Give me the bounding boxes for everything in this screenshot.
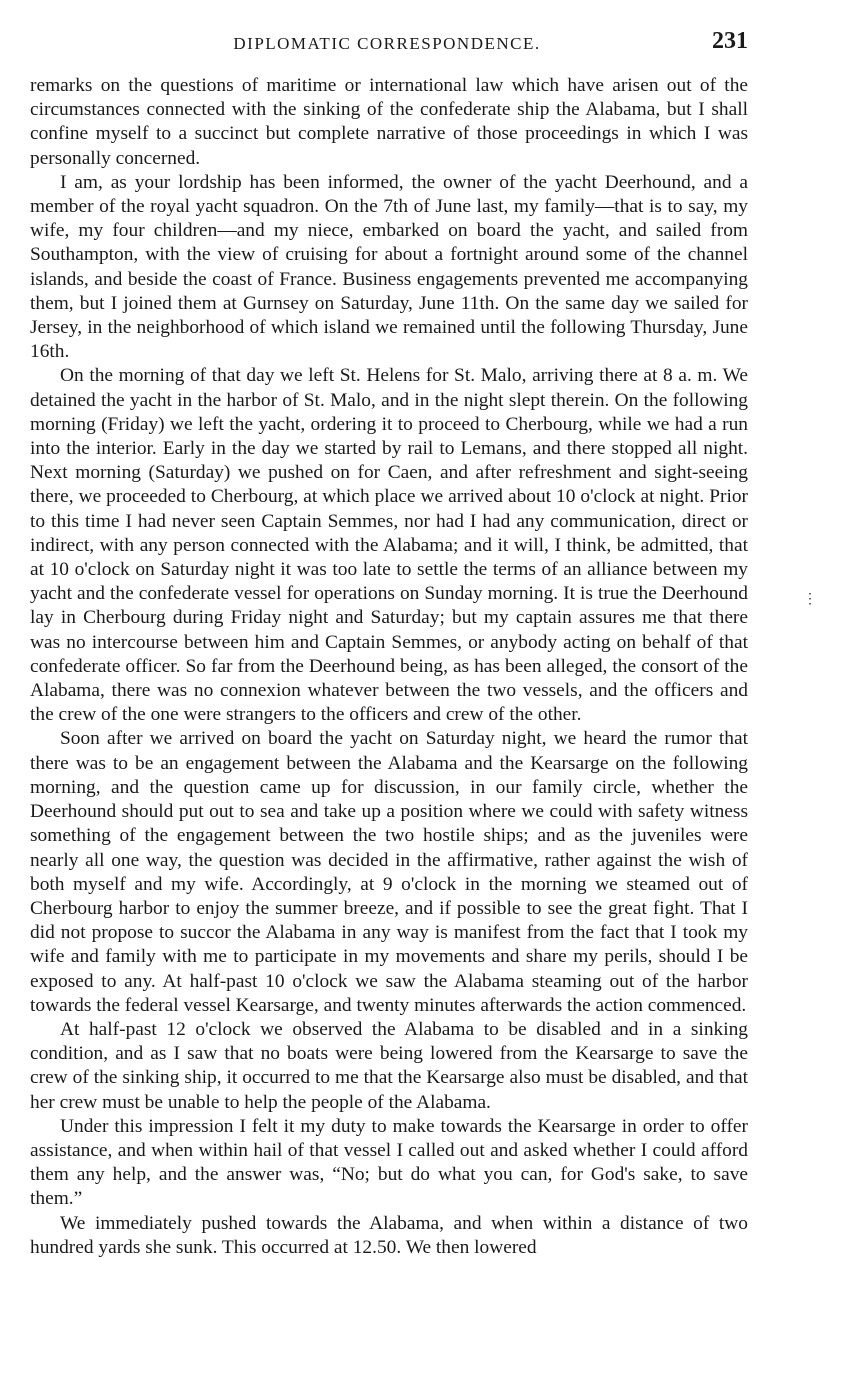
paragraph-continued: remarks on the questions of maritime or international law which have arisen out of the circumstances connected with the sinking of the confederate ship the Alabama, but I shall confine myself to a succinct but complete narrative of those proceedings in which I was personally concerned.: [30, 75, 748, 169]
paragraph: Soon after we arrived on board the yacht on Saturday night, we heard the rumor that there was to be an engagement between the Alabama and the Kearsarge on the following morning, and the question came up for discussion, in our family circle, whether the Deerhound should put out to sea and take up a position where we could with safety witness something of the engagement between the two hostile ships; and as the juveniles were nearly all one way, the question was decided in the affirmative, rather against the wish of both myself and my wife. Accordingly, at 9 o'clock in the morning we steamed out of Cherbourg harbor to enjoy the summer breeze, and if possible to see the great fight. That I did not propose to succor the Alabama in any way is manifest from the fact that I took my wife and family with me to participate in my movements and share my perils, should I be exposed to any. At half-past 10 o'clock we saw the Alabama steaming out of the harbor towards the federal vessel Kearsarge, and twenty minutes afterwards the action commenced.: [30, 728, 748, 1016]
paragraph: I am, as your lordship has been informed, the owner of the yacht Deerhound, and a member of the royal yacht squadron. On the 7th of June last, my family—that is to say, my wife, my four children—and my niece, embarked on board the yacht, and sailed from Southampton, with the view of cruising for about a fortnight around some of the channel islands, and beside the coast of France. Business engagements prevented me accompanying them, but I joined them at Gurnsey on Saturday, June 11th. On the same day we sailed for Jersey, in the neighborhood of which island we remained until the following Thursday, June 16th.: [30, 171, 748, 363]
paragraph: On the morning of that day we left St. Helens for St. Malo, arriving there at 8 a. m. We detained the yacht in the harbor of St. Malo, and in the night slept therein. On the following morning (Friday) we left the yacht, ordering it to proceed to Cherbourg, while we had a run into the interior. Early in the day we started by rail to Lemans, and there stopped all night. Next morning (Saturday) we pushed on for Caen, and after refreshment and sight-seeing there, we proceeded to Cherbourg, at which place we arrived about 10 o'clock at night. Prior to this time I had never seen Captain Semmes, nor had I had any communication, direct or indirect, with any person connected with the Alabama; and it will, I think, be admitted, that at 10 o'clock on Saturday night it was too late to settle the terms of an alliance between my yacht and the confederate vessel for operations on Sunday morning. It is true the Deerhound lay in Cherbourg during Friday night and Saturday; but my captain assures me that there was no intercourse between him and Captain Semmes, or anybody acting on behalf of that confederate officer. So far from the Deerhound being, as has been alleged, the consort of the Alabama, there was no connexion whatever between the two vessels, and the officers and the crew of the one were strangers to the officers and crew of the other.: [30, 365, 748, 726]
paragraph: Under this impression I felt it my duty to make towards the Kearsarge in order to offer assistance, and when within hail of that vessel I called out and asked whether I could afford them any help, and the answer was, “No; but do what you can, for God's sake, to save them.”: [30, 1115, 748, 1210]
page-header: [32, 28, 748, 58]
page-number: 231: [712, 28, 748, 54]
margin-speck: ⋮: [803, 592, 817, 607]
paragraph: We immediately pushed towards the Alabama, and when within a distance of two hundred yards she sunk. This occurred at 12.50. We then lowered: [30, 1212, 748, 1258]
paragraph: At half-past 12 o'clock we observed the Alabama to be disabled and in a sinking condition, and as I saw that no boats were being lowered from the Kearsarge to save the crew of the sinking ship, it occurred to me that the Kearsarge also must be disabled, and that her crew must be unable to help the people of the Alabama.: [30, 1018, 748, 1113]
body-text: [30, 74, 748, 1260]
running-head: DIPLOMATIC CORRESPONDENCE.: [233, 34, 541, 53]
